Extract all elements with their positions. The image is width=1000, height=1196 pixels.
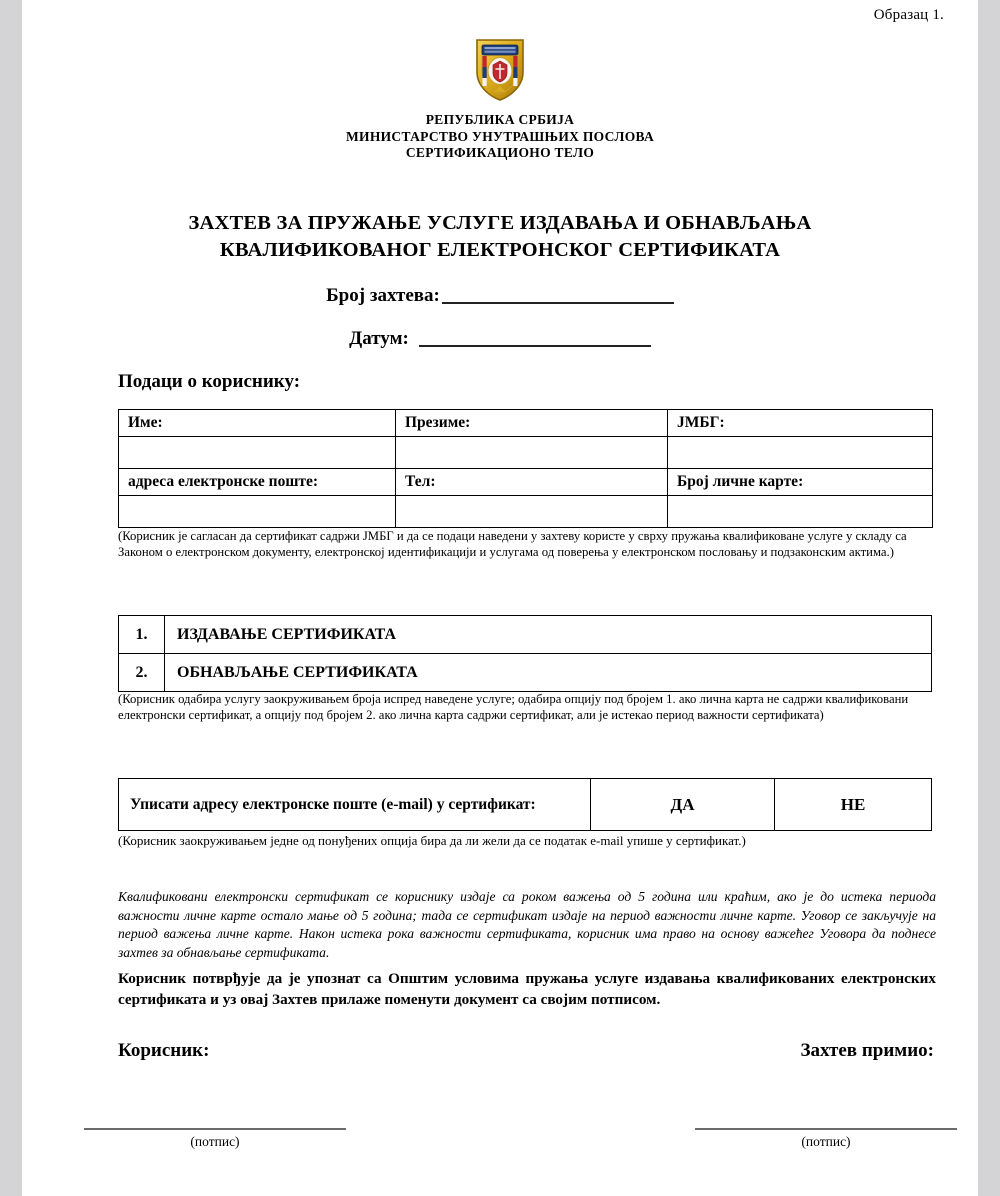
jmbg-input[interactable]: [668, 437, 933, 469]
org-line-country: РЕПУБЛИКА СРБИЈА: [425, 112, 575, 127]
user-signature-label: Корисник:: [118, 1040, 210, 1061]
table-row[interactable]: [119, 654, 932, 692]
date-field: [22, 328, 978, 350]
user-data-note: (Корисник је сагласан да сертификат садржи ЈМБГ и да се подаци наведени у захтеву користе у сврху пружања квалификоване услуге у складу са Законом о електронском документу, електронској идентификацији и услугама од поверења у електронском пословању и подзаконским актима.): [118, 529, 907, 559]
service-option-number-2[interactable]: 2.: [119, 654, 165, 692]
jmbg-label: ЈМБГ:: [668, 410, 933, 437]
table-row: [119, 779, 932, 831]
service-options-note: (Корисник одабира услугу заокруживањем броја испред наведене услуге; одабира опцију под бројем 1. ако лична карта не садржи квалификовани електронски сертификат, а опцију под бројем 2. ако лична карта садржи сертификат, али је истекао период важности сертификата): [118, 692, 909, 722]
receiver-signature-caption: (потпис): [801, 1134, 851, 1149]
emblem-container: [22, 36, 978, 102]
table-row: [119, 437, 933, 469]
service-option-label-2[interactable]: ОБНАВЉАЊЕ СЕРТИФИКАТА: [165, 654, 932, 692]
last-name-input[interactable]: [396, 437, 668, 469]
table-row: [119, 496, 933, 528]
org-line-authority: СЕРТИФИКАЦИОНО ТЕЛО: [405, 145, 595, 160]
date-label: Датум:: [349, 328, 409, 349]
user-signature-caption: (потпис): [190, 1134, 240, 1149]
organisation-heading: [22, 112, 978, 162]
email-option-table: [118, 778, 932, 831]
page-title-line-2: КВАЛИФИКОВАНОГ ЕЛЕКТРОНСКОГ СЕРТИФИКАТА: [219, 239, 781, 261]
first-name-label: Име:: [119, 410, 396, 437]
org-line-ministry: МИНИСТАРСТВО УНУТРАШЊИХ ПОСЛОВА: [345, 128, 655, 144]
email-option-no[interactable]: НЕ: [775, 779, 932, 831]
table-row[interactable]: [119, 616, 932, 654]
request-number-input[interactable]: [442, 285, 674, 304]
receiver-signature-label: Захтев примио:: [800, 1040, 934, 1061]
document-page: [22, 0, 978, 1196]
last-name-label: Презиме:: [396, 410, 668, 437]
confirmation-paragraph: Корисник потврђује да је упознат са Општим условима пружања услуге издавања квалификованих електронских сертификата и уз овај Захтев прилаже поменути документ са својим потписом.: [118, 970, 936, 1008]
service-options-table: [118, 615, 932, 692]
email-input[interactable]: [119, 496, 396, 528]
table-row: [119, 469, 933, 496]
phone-input[interactable]: [396, 496, 668, 528]
validity-paragraph: Квалификовани електронски сертификат се кориснику издаје са роком важења од 5 година или краћим, ако је до истека периода важности личне карте остало мање од 5 година; тада се сертификат издаје на период важности личне карте. Уговор се закључује на период важења личне карте. Након истека рока важности сертификата, корисник има право на основу важећег Уговора да поднесе захтев за обнављање сертификата.: [118, 889, 936, 960]
email-option-question: Уписати адресу електронске поште (e-mail) у сертификат:: [119, 779, 591, 831]
user-signature-line[interactable]: [84, 1128, 346, 1130]
page-title: [142, 210, 858, 264]
request-number-label: Број захтева:: [326, 285, 440, 306]
page-title-line-1: ЗАХТЕВ ЗА ПРУЖАЊЕ УСЛУГЕ ИЗДАВАЊА И ОБНАВЉАЊА: [188, 212, 812, 234]
user-data-table: [118, 409, 933, 528]
serbian-mup-emblem-icon: [473, 36, 527, 102]
form-number-label: Образац 1.: [873, 7, 944, 23]
first-name-input[interactable]: [119, 437, 396, 469]
email-label: адреса електронске поште:: [119, 469, 396, 496]
id-card-label: Број личне карте:: [668, 469, 933, 496]
request-number-field: [22, 285, 978, 307]
phone-label: Тел:: [396, 469, 668, 496]
receiver-signature-line[interactable]: [695, 1128, 957, 1130]
user-signature-group: [84, 1128, 346, 1150]
id-card-input[interactable]: [668, 496, 933, 528]
table-row: [119, 410, 933, 437]
email-option-note: (Корисник заокруживањем једне од понуђених опција бира да ли жели да се податак e-mail упише у сертификат.): [118, 833, 746, 848]
receiver-signature-group: [695, 1128, 957, 1150]
service-option-label-1[interactable]: ИЗДАВАЊЕ СЕРТИФИКАТА: [165, 616, 932, 654]
user-data-heading: Подаци о кориснику:: [118, 371, 301, 392]
service-option-number-1[interactable]: 1.: [119, 616, 165, 654]
email-option-yes[interactable]: ДА: [591, 779, 775, 831]
date-input[interactable]: [419, 328, 651, 347]
